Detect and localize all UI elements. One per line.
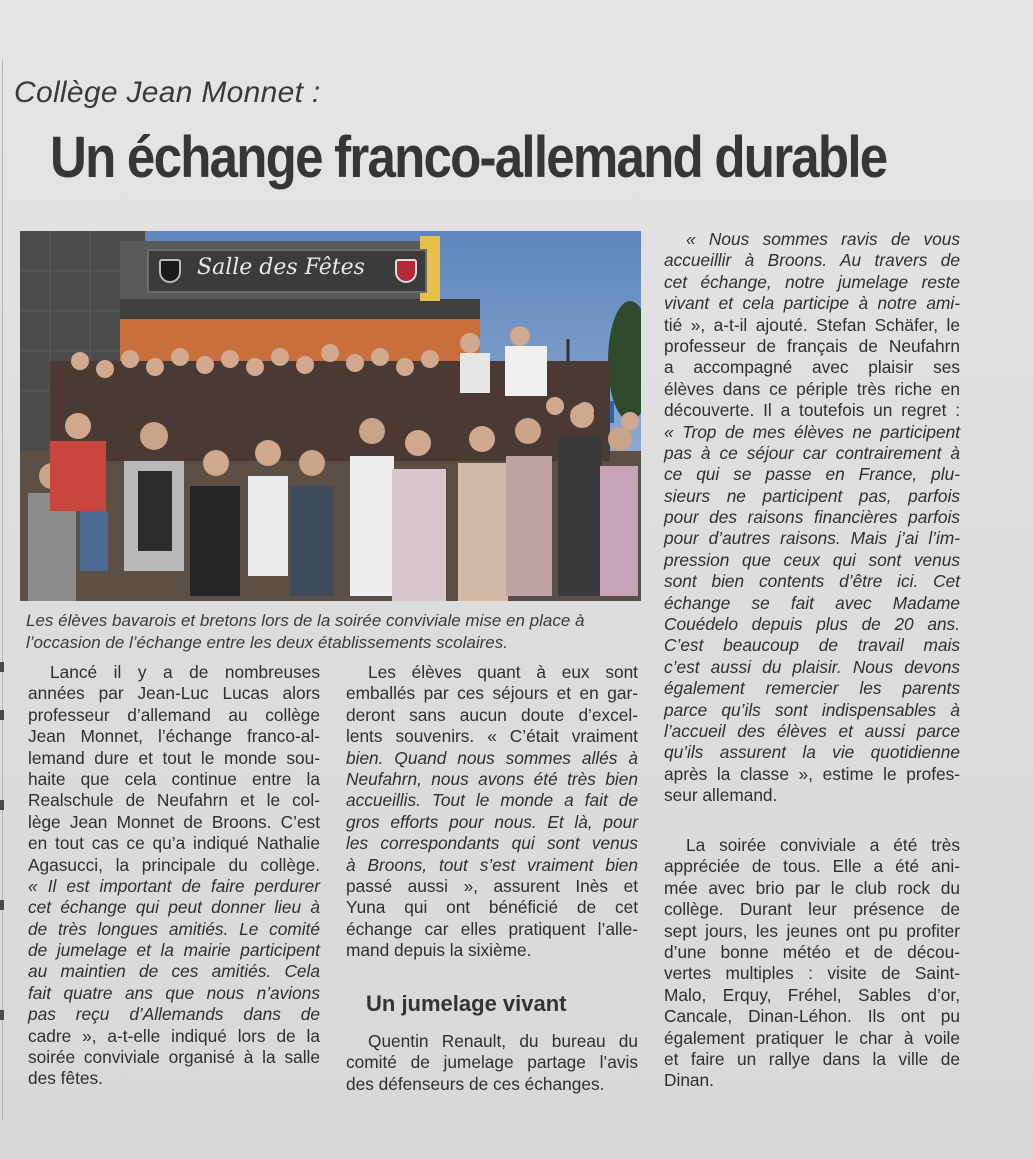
text-line: sieurs ne participent pas, parfois [664,485,960,506]
text-line: pour d’autres raisons. Mais j’ai l’im- [664,528,960,549]
text-line: collège. Durant leur présence de [664,899,960,920]
text-line: Lancé il y a de nombreuses [50,662,320,682]
text-line: Neufahrn, nous avons été très bien [346,768,638,789]
text-line: vivant et cela participe à notre ami- [664,293,960,314]
text-line: lège Jean Monnet de Broons. C’est [28,811,320,832]
salle-des-fetes-sign [147,249,427,293]
text-line: a accompagné avec plaisir ses [664,357,960,378]
text-line: ce qui se passe en France, plu- [664,464,960,485]
text-line: mand depuis la sixième. [346,940,532,961]
text-line: Les élèves quant à eux sont [368,662,638,682]
text-line: cadre », a-t-elle indiqué lors de la [28,1025,320,1046]
headline: Un échange franco-allemand durable [50,125,887,190]
article-column-2-continued [346,1031,638,1095]
text-line: d’une bonne météo et de décou- [664,941,960,962]
text-line: également pratiquer le char à voile [664,1027,960,1048]
text-line: échange car elles pratiquent l’alle- [346,918,638,939]
text-line: pas reçu d’Allemands dans de [28,1004,320,1025]
text-line: professeur de français de Neufahrn [664,335,960,356]
text-line: des défenseurs de ces échanges. [346,1073,605,1094]
article-column-2 [346,662,638,961]
text-line: accueillir à Broons. Au travers de [664,250,960,271]
text-line: l’accueil des élèves et aussi parce [664,720,960,741]
text-line: La soirée conviviale a été très [686,835,960,855]
text-line: de jumelage et la mairie participent [28,940,320,961]
photo-caption [26,610,642,654]
text-line: Agasucci, la principale du collège. [28,854,320,875]
kicker: Collège Jean Monnet : [14,76,321,109]
article-column-3-continued [664,835,960,1092]
margin-mark [0,900,4,910]
text-line: haite que cela continue entre la [28,768,320,789]
text-line: au maintien de ces amitiés. Cela [28,961,320,982]
text-line: cet échange, notre jumelage reste [664,271,960,292]
text-line: découverte. Il a toutefois un regret : [664,400,960,421]
text-line: Couédelo depuis plus de 20 ans. [664,614,960,635]
caption-line: l’occasion de l’échange entre les deux établissements scolaires. [26,633,508,652]
text-line: qu’ils assurent la vie quotidienne [664,742,960,763]
text-line: « Trop de mes élèves ne participent [664,421,960,442]
crest-left-icon [159,259,181,283]
margin-mark [0,1010,4,1020]
margin-mark [0,800,4,810]
text-line: « Il est important de faire perdurer [28,875,320,896]
text-line: comité de jumelage partage l’avis [346,1052,638,1073]
text-line: vertes multiples : visite de Saint- [664,963,960,984]
text-line: professeur d’allemand au collège [28,704,320,725]
text-line: cet échange qui peut donner lieu à [28,897,320,918]
text-line: deront sans aucun doute d’excel- [346,704,638,725]
crest-right-icon [395,259,417,283]
text-line: c’est aussi du plaisir. Nous devons [664,656,960,677]
page-fold-line [2,60,3,1120]
text-line: Quentin Renault, du bureau du [368,1031,638,1051]
margin-mark [0,710,4,720]
article-column-3 [664,229,960,807]
text-line: après la classe », estime le profes- [664,763,960,784]
text-line: Yuna qui ont bénéficié de cet [346,897,638,918]
text-line: « Nous sommes ravis de vous [686,229,960,249]
article-column-1 [28,662,320,1090]
text-line: Dinan. [664,1070,714,1091]
text-line: passé aussi », assurent Inès et [346,875,638,896]
margin-mark [0,662,4,672]
text-line: accueillis. Tout le monde a fait de [346,790,638,811]
text-line: lemand dure et tout le monde sou- [28,747,320,768]
text-line: soirée conviviale organisé à la salle [28,1047,320,1068]
text-line: emballés par ces séjours et en gar- [346,683,638,704]
text-line: seur allemand. [664,785,778,806]
text-line: sept jours, les jeunes ont pu profiter [664,920,960,941]
text-line: des fêtes. [28,1068,103,1089]
text-line: les correspondants qui sont venus [346,833,638,854]
text-line: sont bien contents d’être ici. Cet [664,571,960,592]
text-line: Jean Monnet, l’échange franco-al- [28,726,320,747]
text-line: mée avec brio par le club rock du [664,877,960,898]
text-line: pression que ceux qui sont venus [664,549,960,570]
text-line: Cancale, Dinan-Léhon. Ils ont pu [664,1006,960,1027]
text-line: également remercier les parents [664,678,960,699]
text-line: Realschule de Neufahrn et le col- [28,790,320,811]
text-line: à Broons, tout s’est vraiment bien [346,854,638,875]
text-line: pas à ce séjour car contrairement à [664,442,960,463]
text-line: bien. Quand nous sommes allés à [346,747,638,768]
text-line: échange se fait avec Madame [664,592,960,613]
text-line: appréciée de tous. Elle a été ani- [664,856,960,877]
text-line: années par Jean-Luc Lucas alors [28,683,320,704]
text-line: fait quatre ans que nous n’avions [28,982,320,1003]
text-line: et faire un rallye dans la ville de [664,1048,960,1069]
text-line: élèves dans ce périple très riche en [664,378,960,399]
text-line: parce qu’ils sont indispensables à [664,699,960,720]
text-line: lents souvenirs. « C’était vraiment [346,726,638,747]
text-line: en tout cas ce qu’a indiqué Nathalie [28,833,320,854]
text-line: Malo, Erquy, Fréhel, Sables d’or, [664,984,960,1005]
subheading: Un jumelage vivant [366,991,567,1016]
text-line: gros efforts pour nous. Et là, pour [346,811,638,832]
text-line: tié », a-t-il ajouté. Stefan Schäfer, le [664,314,960,335]
caption-line: Les élèves bavarois et bretons lors de la soirée conviviale mise en place à [26,611,585,630]
text-line: C’est beaucoup de travail mais [664,635,960,656]
text-line: de très longues amitiés. Le comité [28,918,320,939]
sign-text: Salle des Fêtes [197,255,365,280]
text-line: pour des raisons financières parfois [664,507,960,528]
